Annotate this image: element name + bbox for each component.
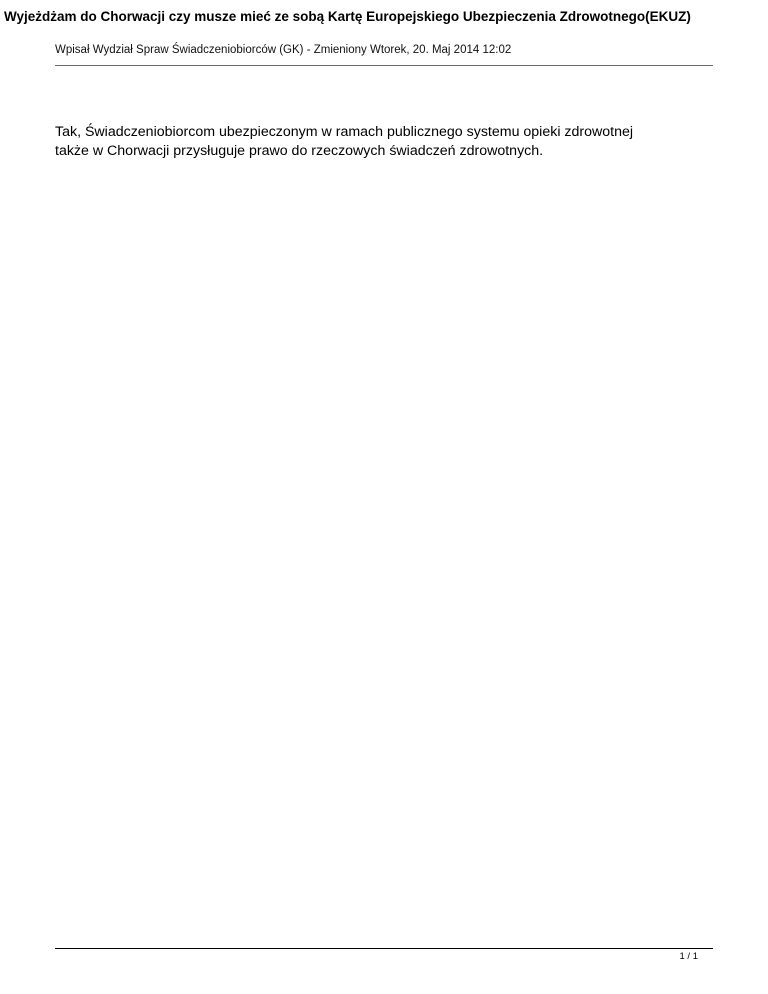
page-title: Wyjeżdżam do Chorwacji czy musze mieć ze sobą Kartę Europejskiego Ubezpieczenia Zdrowotnego(EKUZ) <box>4 9 691 24</box>
article-body <box>55 123 713 161</box>
footer-divider <box>55 948 713 949</box>
body-line: Tak, Świadczeniobiorcom ubezpieczonym w ramach publicznego systemu opieki zdrowotnej <box>55 124 634 140</box>
body-line: także w Chorwacji przysługuje prawo do rzeczowych świadczeń zdrowotnych. <box>55 143 544 159</box>
header-divider <box>55 65 713 66</box>
page-number: 1 / 1 <box>679 951 698 962</box>
author-byline: Wpisał Wydział Spraw Świadczeniobiorców (GK) - Zmieniony Wtorek, 20. Maj 2014 12:02 <box>55 44 512 56</box>
